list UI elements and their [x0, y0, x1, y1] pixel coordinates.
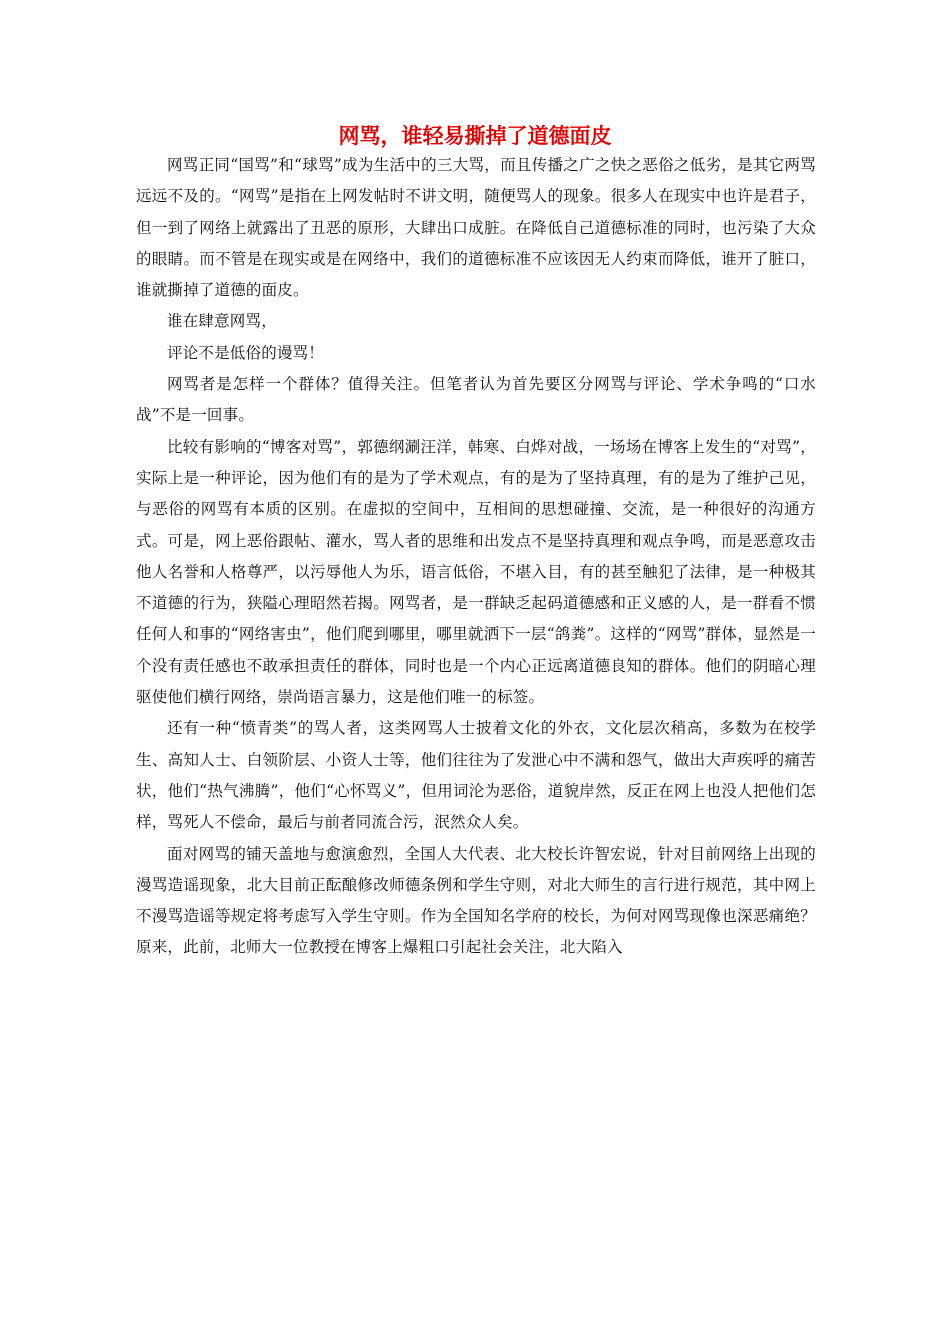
paragraph-response: 面对网骂的铺天盖地与愈演愈烈，全国人大代表、北大校长许智宏说，针对目前网络上出现的漫骂造谣现象，北大目前正酝酿修改师德条例和学生守则，对北大师生的言行进行规范，其中网上不漫骂造谣等规定将考虑写入学生守则。作为全国知名学府的校长，为何对网骂现像也深恶痛绝？原来，此前，北师大一位教授在博客上爆粗口引起社会关注，北大陷入: [136, 844, 816, 957]
paragraph-subheading-1: 谁在肆意网骂，: [167, 312, 277, 331]
paragraph-question: 网骂者是怎样一个群体？值得关注。但笔者认为首先要区分网骂与评论、学术争鸣的“口水战”不是一回事。: [136, 375, 816, 425]
paragraph-subheading-2: 评论不是低俗的谩骂！: [167, 343, 325, 362]
paragraph-intro: 网骂正同“国骂”和“球骂”成为生活中的三大骂，而且传播之广之快之恶俗之低劣，是其它两骂远远不及的。“网骂”是指在上网发帖时不讲文明，随便骂人的现象。很多人在现实中也许是君子，但一到了网络上就露出了丑恶的原形，大肆出口成脏。在降低自己道德标准的同时，也污染了大众的眼睛。而不管是在现实或是在网络中，我们的道德标准不应该因无人约束而降低，谁开了脏口，谁就撕掉了道德的面皮。: [136, 156, 816, 300]
paragraph-angry-youth: 还有一种“愤青类”的骂人者，这类网骂人士披着文化的外衣，文化层次稍高，多数为在校学生、高知人士、白领阶层、小资人士等，他们往往为了发泄心中不满和怨气，做出大声疾呼的痛苦状，他们“热气沸腾”，他们“心怀骂义”，但用词沦为恶俗，道貌岸然，反正在网上也没人把他们怎样，骂死人不偿命，最后与前者同流合污，泯然众人矣。: [136, 719, 816, 832]
document-title: 网骂，谁轻易撕掉了道德面皮: [338, 124, 612, 148]
paragraph-blog-debate: 比较有影响的“博客对骂”，郭德纲涮汪洋，韩寒、白烨对战，一场场在博客上发生的“对骂”，实际上是一种评论，因为他们有的是为了学术观点，有的是为了坚持真理，有的是为了维护己见，与恶俗的网骂有本质的区别。在虚拟的空间中，互相间的思想碰撞、交流，是一种很好的沟通方式。可是，网上恶俗跟帖、灌水，骂人者的思维和出发点不是坚持真理和观点争鸣，而是恶意攻击他人名誉和人格尊严，以污辱他人为乐，语言低俗，不堪入目，有的甚至触犯了法律，是一种极其不道德的行为，狭隘心理昭然若揭。网骂者，是一群缺乏起码道德感和正义感的人，是一群看不惯任何人和事的“网络害虫”，他们爬到哪里，哪里就洒下一层“鸽粪”。这样的“网骂”群体，显然是一个没有责任感也不敢承担责任的群体，同时也是一个内心正远离道德良知的群体。他们的阴暗心理驱使他们横行网络，崇尚语言暴力，这是他们唯一的标签。: [136, 437, 816, 707]
document-body: [136, 150, 816, 964]
